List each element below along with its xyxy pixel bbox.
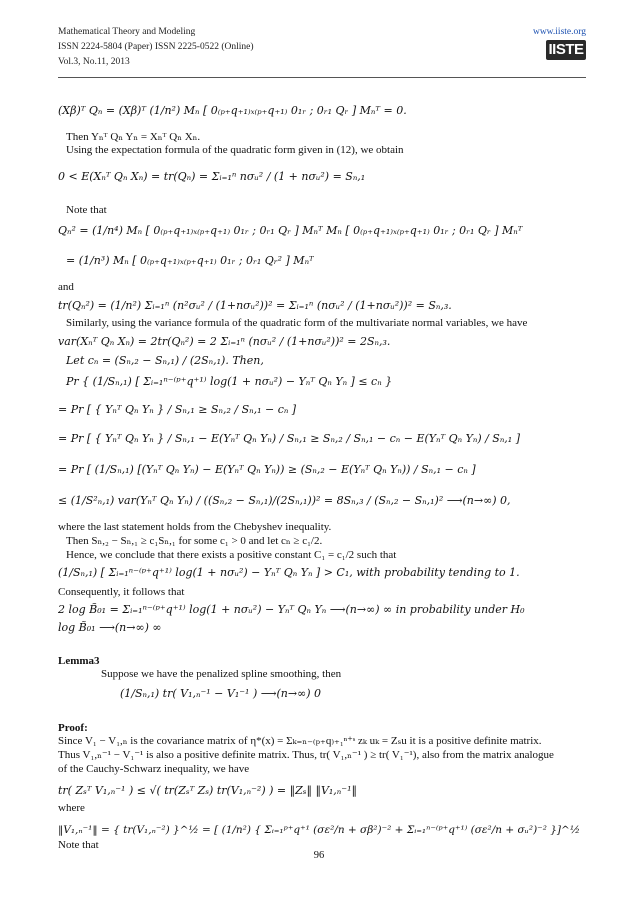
- equation-lemma3: (1/Sₙ,₁) tr( V₁,ₙ⁻¹ − V₁⁻¹ ) ⟶(n→∞) 0: [120, 687, 322, 700]
- text-proof-line3: of the Cauchy-Schwarz inequality, we have: [58, 763, 250, 775]
- equation-cauchy-schwarz: tr( Zₛᵀ V₁,ₙ⁻¹ ) ≤ √( tr(Zₛᵀ Zₛ) tr(V₁,ₙ⁻²) ) = ‖Zₛ‖ ‖V₁,ₙ⁻¹‖: [58, 784, 357, 797]
- text-using-expectation: Using the expectation formula of the quadratic form given in (12), we obtain: [66, 144, 404, 156]
- text-consequently: Consequently, it follows that: [58, 586, 185, 598]
- text-hence-constant: Hence, we conclude that there exists a positive constant C₁ = c₁/2 such that: [66, 549, 397, 561]
- equation-trace-q-squared: tr(Qₙ²) = (1/n²) Σᵢ₌₁ⁿ (n²σᵤ² / (1+nσᵤ²))² = Σᵢ₌₁ⁿ (nσᵤ² / (1+nσᵤ²))² = Sₙ,₃.: [58, 299, 452, 312]
- equation-probability-c1: (1/Sₙ,₁) [ Σᵢ₌₁ⁿ⁻⁽ᵖ⁺q⁺¹⁾ log(1 + nσᵤ²) − Yₙᵀ Qₙ Yₙ ] > C₁, with probability tending to 1.: [58, 566, 520, 579]
- text-lemma3-statement: Suppose we have the penalized spline smoothing, then: [101, 668, 342, 680]
- equation-q-squared: Qₙ² = (1/n⁴) Mₙ [ 0₍ₚ₊q₊₁₎ₓ₍ₚ₊q₊₁₎ 0₁ᵣ ; 0ᵣ₁ Qᵣ ] Mₙᵀ Mₙ [ 0₍ₚ₊q₊₁₎ₓ₍ₚ₊q₊₁₎ 0₁ᵣ ; 0ᵣ₁ Qᵣ ] Mₙᵀ: [58, 224, 523, 237]
- equation-q-squared-simplified: = (1/n³) Mₙ [ 0₍ₚ₊q₊₁₎ₓ₍ₚ₊q₊₁₎ 0₁ᵣ ; 0ᵣ₁ Qᵣ² ] Mₙᵀ: [66, 254, 314, 267]
- equation-variance: var(Xₙᵀ Qₙ Xₙ) = 2tr(Qₙ²) = 2 Σᵢ₌₁ⁿ (nσᵤ² / (1+nσᵤ²))² = 2Sₙ,₃.: [58, 335, 391, 348]
- text-chebyshev: where the last statement holds from the Chebyshev inequality.: [58, 521, 332, 533]
- text-similarly-variance: Similarly, using the variance formula of the quadratic form of the multivariate normal variables, we have: [66, 317, 528, 329]
- text-proof-line1: Since V₁ − V₁,ₙ is the covariance matrix of η*(x) = Σₖ₌ₙ₋₍ₚ₊q₎₊₁ⁿ⁺ˢ zₖ uₖ = Zₛu it is a positive definite matrix.: [58, 735, 542, 747]
- equation-2logB01: 2 log B̃₀₁ = Σᵢ₌₁ⁿ⁻⁽ᵖ⁺q⁺¹⁾ log(1 + nσᵤ²) − Yₙᵀ Qₙ Yₙ ⟶(n→∞) ∞ in probability under H₀: [58, 603, 525, 616]
- header-divider: [58, 77, 586, 78]
- equation-expectation: 0 < E(Xₙᵀ Qₙ Xₙ) = tr(Qₙ) = Σᵢ₌₁ⁿ nσᵤ² / (1 + nσᵤ²) = Sₙ,₁: [58, 170, 366, 183]
- text-then-yqy: Then Yₙᵀ Qₙ Yₙ = Xₙᵀ Qₙ Xₙ.: [66, 131, 201, 143]
- equation-pr-step0: Pr { (1/Sₙ,₁) [ Σᵢ₌₁ⁿ⁻⁽ᵖ⁺q⁺¹⁾ log(1 + nσᵤ²) − Yₙᵀ Qₙ Yₙ ] ≤ cₙ }: [66, 375, 393, 388]
- journal-url-link[interactable]: www.iiste.org: [532, 27, 586, 37]
- equation-chebyshev-bound: ≤ (1/S²ₙ,₁) var(Yₙᵀ Qₙ Yₙ) / ((Sₙ,₂ − Sₙ,₁)/(2Sₙ,₁))² = 8Sₙ,₃ / (Sₙ,₂ − Sₙ,₁)² ⟶(n→∞) 0,: [58, 494, 511, 507]
- iiste-logo: IISTE: [546, 40, 586, 60]
- text-let-cn: Let cₙ = (Sₙ,₂ − Sₙ,₁) / (2Sₙ,₁). Then,: [66, 354, 264, 367]
- text-note-that-end: Note that: [58, 839, 99, 851]
- journal-issn: ISSN 2224-5804 (Paper) ISSN 2225-0522 (Online): [58, 42, 254, 52]
- page-number: 96: [313, 850, 325, 861]
- equation-pr-step2: = Pr [ { Yₙᵀ Qₙ Yₙ } / Sₙ,₁ − E(Yₙᵀ Qₙ Yₙ) / Sₙ,₁ ≥ Sₙ,₂ / Sₙ,₁ − cₙ − E(Yₙᵀ Qₙ Yₙ) / Sₙ,₁ ]: [58, 432, 520, 445]
- equation-pr-step1: = Pr [ { Yₙᵀ Qₙ Yₙ } / Sₙ,₁ ≥ Sₙ,₂ / Sₙ,₁ − cₙ ]: [58, 403, 297, 416]
- equation-norm-v1n: ‖V₁,ₙ⁻¹‖ = { tr(V₁,ₙ⁻²) }^½ = [ (1/n²) { Σᵢ₌₁ᵖ⁺q⁺¹ (σε²/n + σβ²)⁻² + Σᵢ₌₁ⁿ⁻⁽ᵖ⁺q⁺¹⁾ (σε²/n + σᵤ²)⁻² }]^½: [58, 824, 581, 836]
- text-where: where: [58, 802, 85, 814]
- text-and: and: [58, 281, 74, 293]
- journal-title: Mathematical Theory and Modeling: [58, 27, 196, 37]
- lemma3-heading: Lemma3: [58, 655, 100, 667]
- proof-heading: Proof:: [58, 722, 88, 734]
- equation-pr-step3: = Pr [ (1/Sₙ,₁) [(Yₙᵀ Qₙ Yₙ) − E(Yₙᵀ Qₙ Yₙ)) ≥ (Sₙ,₂ − E(Yₙᵀ Qₙ Yₙ)) / Sₙ,₁ − cₙ ]: [58, 463, 476, 476]
- text-note-that: Note that: [66, 204, 107, 216]
- equation-xbeta-q: (Xβ)ᵀ Qₙ = (Xβ)ᵀ (1/n²) Mₙ [ 0₍ₚ₊q₊₁₎ₓ₍ₚ₊q₊₁₎ 0₁ᵣ ; 0ᵣ₁ Qᵣ ] Mₙᵀ = 0.: [58, 104, 407, 117]
- journal-volume: Vol.3, No.11, 2013: [58, 57, 130, 67]
- equation-logB01: log B̃₀₁ ⟶(n→∞) ∞: [58, 621, 162, 634]
- text-proof-line2: Thus V₁,ₙ⁻¹ − V₁⁻¹ is also a positive definite matrix. Thus, tr( V₁,ₙ⁻¹ ) ≥ tr( V₁⁻¹), also from the matrix analogue: [58, 749, 554, 761]
- text-then-s2-s1: Then Sₙ,₂ − Sₙ,₁ ≥ c₁Sₙ,₁ for some c₁ > 0 and let cₙ ≥ c₁/2.: [66, 535, 323, 547]
